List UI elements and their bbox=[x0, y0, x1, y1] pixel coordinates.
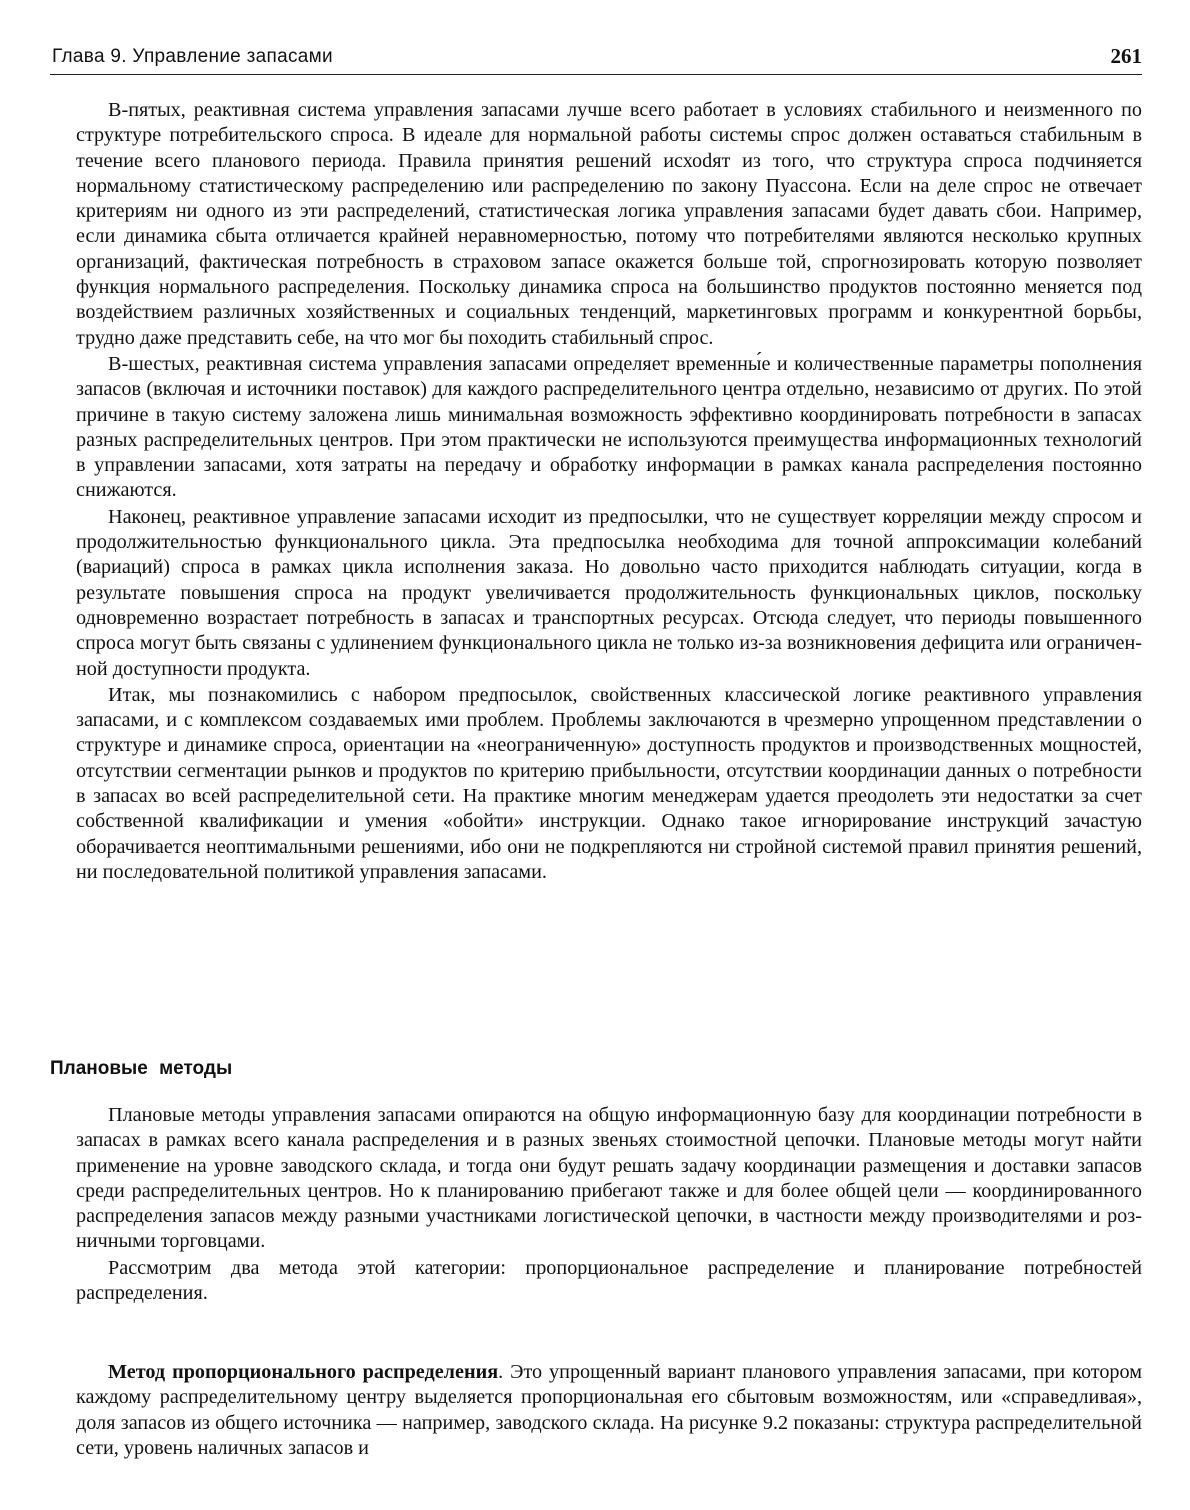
section-heading: Плановые методы bbox=[50, 1058, 233, 1079]
body-text-section bbox=[76, 1103, 1142, 1307]
running-header bbox=[50, 44, 1142, 75]
run-in-term: Метод пропорционального распределения bbox=[108, 1361, 499, 1383]
method-text: . Это упрощенный вариант планового управления запасами, при котором каждому распределительному центру выделяется пропорциональная его сбытовым возможностям, или «справедливая», доля запасов из общего источника — например, заводского склада. На рисунке 9.2 показаны: структура распределительной сети, уровень наличных запасов и bbox=[76, 1361, 1142, 1459]
paragraph: Плановые методы управления запасами опираются на общую информационную базу для координации потребности в запасах в рамках всего канала распределения и в разных звеньях стоимостной цепочки. Плановые методы могут найти применение на уровне заводского склада, и тогда они будут решать задачу координации размещения и доставки запасов среди распределительных центров. Но к планированию прибегают также и для более общей цели — координированного распределения запасов между разными участниками логистической цепочки, в частности между производителями и розничными торговцами. bbox=[76, 1104, 1142, 1253]
method-paragraph bbox=[76, 1360, 1142, 1461]
paragraph: Рассмотрим два метода этой категории: пропорциональное распределение и планирование потребностей распределения. bbox=[76, 1256, 1142, 1305]
running-title: Глава 9. Управление запасами bbox=[52, 46, 333, 67]
paragraph: Наконец, реактивное управление запасами исходит из предпосылки, что не существует корреляции между спросом и продолжительностью функционального цикла. Эта предпосылка необходима для точной аппроксимации колебаний (вариаций) спроса в рамках цикла исполнения заказа. Но довольно часто приходится наблюдать ситуации, когда в результате повышения спроса на продукт увеличивается продолжительность функциональных циклов, поскольку одновременно возрастает потребность в запасах и транспортных ресурсах. Отсюда следует, что периоды повышенного спроса могут быть связаны с удлинением функционального цикла не только из-за возникновения дефицита или ограниченной доступности продукта. bbox=[76, 505, 1142, 680]
paragraph: В-пятых, реактивная система управления запасами лучше всего работает в условиях стабильного и неизменного по структуре потребительского спроса. В идеале для нормальной работы системы спрос должен оставаться стабильным в течение всего планового периода. Правила принятия решений исхоdят из того, что структура спроса подчиняется нормальному статистическому распределению или распределению по закону Пуассона. Если на деле спрос не отвечает критериям ни одного из эти распределений, статистическая логика управления запасами будет давать сбои. Например, если динамика сбыта отличается крайней неравномерностью, потому что потребителями являются несколько крупных организаций, фактическая потребность в страховом запасе окажется больше той, спрогнозировать которую позволяет функция нормального распределения. Поскольку динамика спроса на большинство продуктов постоянно меняется под воздействием различных хозяйственных и социальных тенденций, маркетинговых программ и конкурентной борьбы, трудно даже представить себе, на что мог бы походить стабильный спрос. bbox=[76, 99, 1142, 349]
paragraph: Итак, мы познакомились с набором предпосылок, свойственных классической логике реактивного управления запасами, и с комплексом создаваемых ими проблем. Проблемы заключаются в чрезмерно упрощенном представлении о структуре и динамике спроса, ориентации на «неограниченную» доступность продуктов и производственных мощностей, отсутствии сегментации рынков и продуктов по критерию прибыльности, отсутствии координации данных о потребности в запасах во всей распределительной сети. На практике многим менеджерам удается преодолеть эти недостатки за счет собственной квалификации и умения «обойти» инструкции. Однако такое игнорирование инструкций зачастую оборачивается неоптимальными решениями, ибо они не подкрепляются ни стройной системой правил принятия решений, ни последовательной политикой управления запасами. bbox=[76, 683, 1142, 883]
body-text-method bbox=[76, 1360, 1142, 1462]
page-number: 261 bbox=[1110, 44, 1142, 68]
body-text-top bbox=[76, 98, 1142, 886]
paragraph: В-шестых, реактивная система управления запасами определяет временны́е и количественные параметры пополнения запасов (включая и источники поставок) для каждого распределительного центра отдельно, независимо от других. По этой причине в такую систему заложена лишь минимальная возможность эффективно координировать потребности в запасах разных распределительных центров. При этом практически не используются преимущества информационных технологий в управлении запасами, хотя затраты на передачу и обработку информации в рамках канала распределения постоянно снижаются. bbox=[76, 352, 1142, 502]
